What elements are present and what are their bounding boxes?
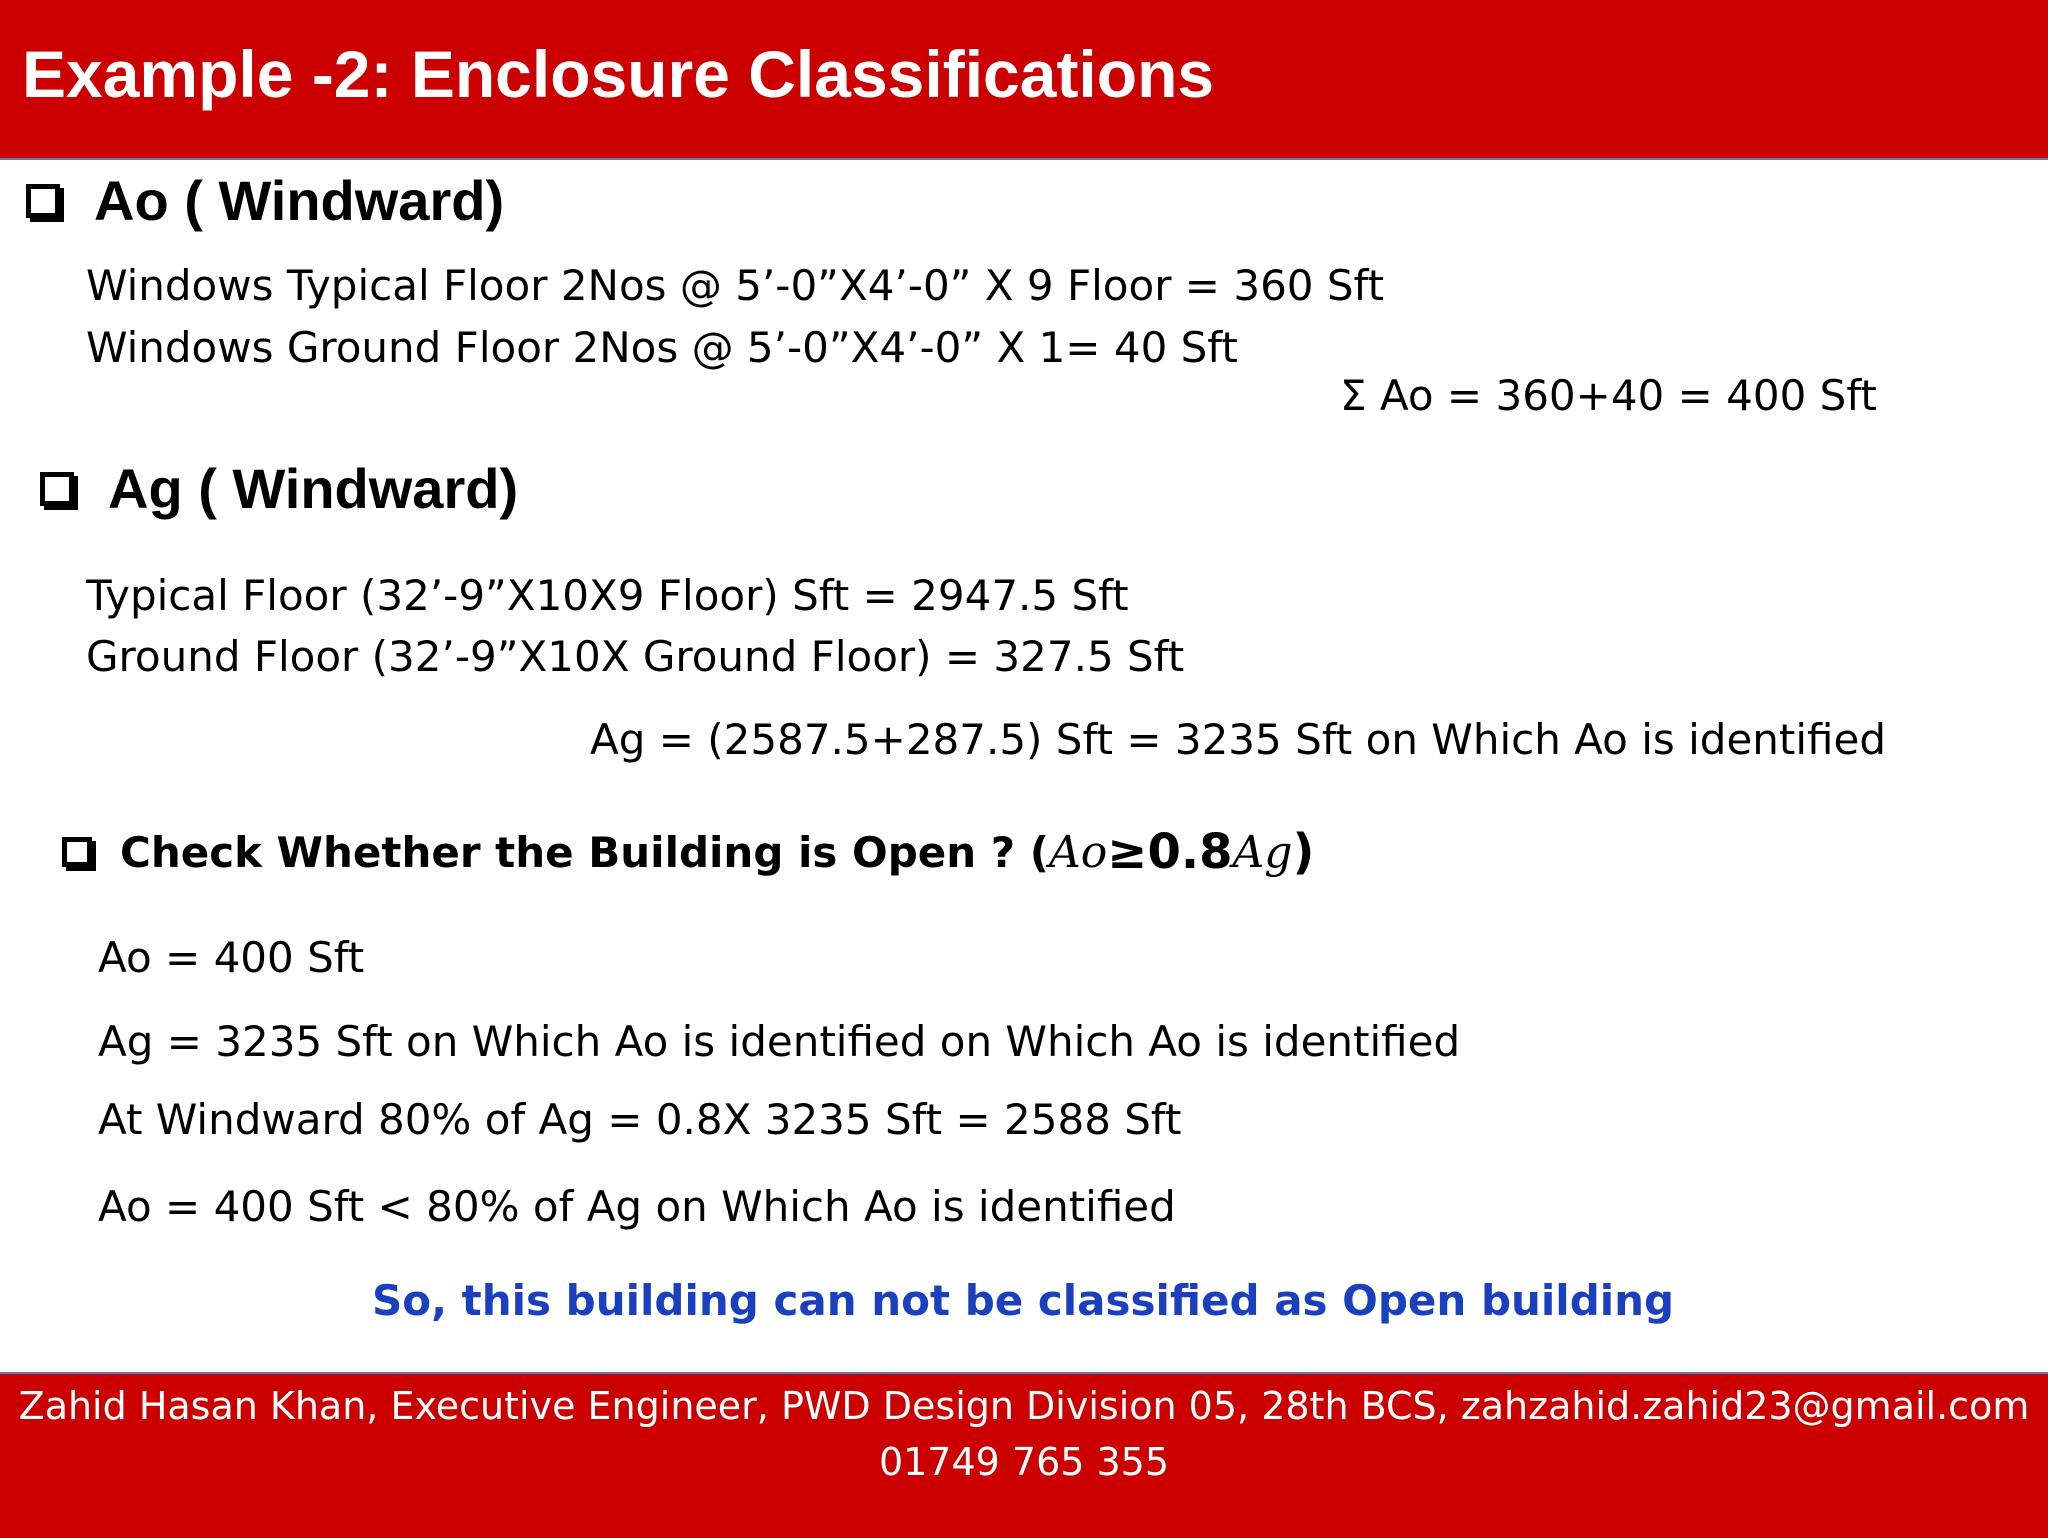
section-heading-ag-text: Ag ( Windward) [108,457,519,520]
checkbox-bullet-icon [40,472,74,506]
section-heading-check-text: Check Whether the Building is Open ? ( [120,827,1049,877]
math-ao: Ao [1048,826,1108,878]
conclusion-text: So, this building can not be classified as Open building [372,1276,1675,1325]
math-ag: Ag [1232,826,1293,878]
check-line-windward-80: At Windward 80% of Ag = 0.8X 3235 Sft = 2588 Sft [98,1095,1182,1144]
section-heading-ao-text: Ao ( Windward) [94,169,505,232]
math-operator: ≥0.8 [1107,824,1233,880]
ao-line-typical-floor: Windows Typical Floor 2Nos @ 5’-0”X4’-0” X 9 Floor = 360 Sft [86,261,1385,310]
section-heading-check [62,824,1314,880]
title-banner [0,0,2048,160]
checkbox-bullet-icon [62,837,92,867]
math-close-paren: ) [1292,824,1315,880]
footer-phone: 01749 765 355 [878,1440,1170,1484]
section-heading-ao [26,168,504,233]
footer-banner [0,1372,2048,1538]
checkbox-bullet-icon [26,184,60,218]
check-line-ao: Ao = 400 Sft [98,933,365,982]
footer-author: Zahid Hasan Khan, Executive Engineer, PWD Design Division 05, 28th BCS, zahzahid.zahid23@gmail.com [18,1384,2030,1428]
check-line-comparison: Ao = 400 Sft < 80% of Ag on Which Ao is identified [98,1182,1176,1231]
ag-total: Ag = (2587.5+287.5) Sft = 3235 Sft on Which Ao is identified [590,715,1886,764]
section-heading-ag [40,456,518,521]
ag-line-ground-floor: Ground Floor (32’-9”X10X Ground Floor) = 327.5 Sft [86,632,1185,681]
ao-sum: Σ Ao = 360+40 = 400 Sft [1340,371,1877,420]
check-line-ag: Ag = 3235 Sft on Which Ao is identified on Which Ao is identified [98,1017,1461,1066]
ag-line-typical-floor: Typical Floor (32’-9”X10X9 Floor) Sft = 2947.5 Sft [86,571,1129,620]
ao-line-ground-floor: Windows Ground Floor 2Nos @ 5’-0”X4’-0” X 1= 40 Sft [86,323,1238,372]
slide-title: Example -2: Enclosure Classifications [22,37,1215,111]
